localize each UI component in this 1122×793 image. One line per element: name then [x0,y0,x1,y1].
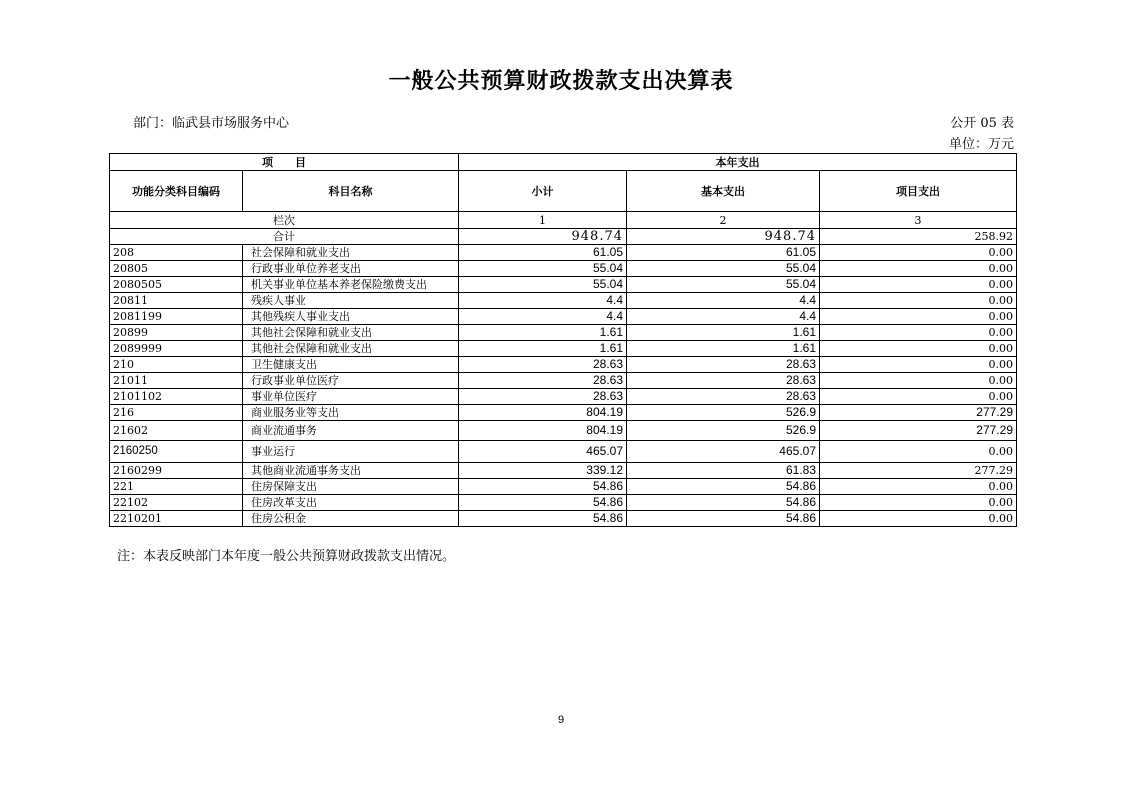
row-project: 0.00 [820,389,1017,405]
table-row [110,421,1017,441]
row-basic: 526.9 [627,421,820,441]
col-1: 1 [459,212,627,229]
row-subtotal: 54.86 [459,479,627,495]
row-code: 2210201 [110,511,243,527]
table-row [110,293,1017,309]
row-code: 2160299 [110,463,243,479]
row-name: 行政事业单位医疗 [243,373,459,389]
row-project: 0.00 [820,495,1017,511]
row-project: 277.29 [820,405,1017,421]
row-subtotal: 28.63 [459,373,627,389]
row-subtotal: 28.63 [459,357,627,373]
table-row [110,373,1017,389]
data-rows [110,245,1017,527]
table-row [110,341,1017,357]
table-row [110,441,1017,463]
row-name: 商业流通事务 [243,421,459,441]
table-row [110,325,1017,341]
row-basic: 4.4 [627,293,820,309]
row-subtotal: 1.61 [459,341,627,357]
row-subtotal: 55.04 [459,277,627,293]
row-subtotal: 54.86 [459,495,627,511]
row-code: 20899 [110,325,243,341]
row-name: 机关事业单位基本养老保险缴费支出 [243,277,459,293]
row-basic: 1.61 [627,325,820,341]
row-subtotal: 804.19 [459,405,627,421]
row-project: 0.00 [820,293,1017,309]
row-name: 住房公积金 [243,511,459,527]
row-project: 0.00 [820,261,1017,277]
row-subtotal: 465.07 [459,441,627,463]
table-row [110,245,1017,261]
row-project: 0.00 [820,441,1017,463]
row-basic: 28.63 [627,373,820,389]
total-subtotal: 948.74 [459,229,627,245]
table-row [110,405,1017,421]
row-code: 2080505 [110,277,243,293]
row-basic: 1.61 [627,341,820,357]
col-3: 3 [820,212,1017,229]
row-subtotal: 61.05 [459,245,627,261]
row-code: 2089999 [110,341,243,357]
row-code: 21602 [110,421,243,441]
col-label: 栏次 [110,212,459,229]
row-basic: 55.04 [627,277,820,293]
header-current-year: 本年支出 [459,154,1017,171]
row-name: 残疾人事业 [243,293,459,309]
header-subtotal: 小计 [459,171,627,212]
page-title: 一般公共预算财政拨款支出决算表 [388,68,734,94]
row-name: 卫生健康支出 [243,357,459,373]
row-subtotal: 804.19 [459,421,627,441]
row-name: 住房改革支出 [243,495,459,511]
table-row [110,495,1017,511]
unit-label: 单位：万元 [948,137,1014,152]
row-name: 其他残疾人事业支出 [243,309,459,325]
row-basic: 4.4 [627,309,820,325]
row-project: 0.00 [820,511,1017,527]
row-name: 商业服务业等支出 [243,405,459,421]
table-row [110,463,1017,479]
footnote: 注：本表反映部门本年度一般公共预算财政拨款支出情况。 [117,549,456,564]
department-label: 部门：临武县市场服务中心 [133,116,290,131]
row-subtotal: 4.4 [459,309,627,325]
row-code: 2160250 [110,441,243,463]
row-code: 22102 [110,495,243,511]
row-code: 20811 [110,293,243,309]
form-number: 公开 05 表 [950,116,1014,131]
header-name: 科目名称 [243,171,459,212]
row-name: 其他社会保障和就业支出 [243,325,459,341]
header-basic: 基本支出 [627,171,820,212]
expenditure-table [109,153,1017,527]
header-code: 功能分类科目编码 [110,171,243,212]
table-row [110,309,1017,325]
row-project: 0.00 [820,373,1017,389]
row-subtotal: 28.63 [459,389,627,405]
table-row [110,479,1017,495]
row-subtotal: 55.04 [459,261,627,277]
row-name: 住房保障支出 [243,479,459,495]
header-row-1 [110,154,1017,171]
row-project: 0.00 [820,357,1017,373]
table-row [110,277,1017,293]
row-project: 0.00 [820,245,1017,261]
row-project: 0.00 [820,309,1017,325]
row-subtotal: 54.86 [459,511,627,527]
row-project: 0.00 [820,325,1017,341]
row-subtotal: 339.12 [459,463,627,479]
row-basic: 55.04 [627,261,820,277]
table-row [110,357,1017,373]
row-basic: 61.83 [627,463,820,479]
row-project: 277.29 [820,463,1017,479]
total-label: 合计 [110,229,459,245]
row-name: 其他商业流通事务支出 [243,463,459,479]
row-code: 2081199 [110,309,243,325]
row-subtotal: 4.4 [459,293,627,309]
table-row [110,261,1017,277]
row-project: 0.00 [820,479,1017,495]
row-basic: 54.86 [627,495,820,511]
row-code: 210 [110,357,243,373]
row-basic: 28.63 [627,389,820,405]
row-basic: 465.07 [627,441,820,463]
row-project: 0.00 [820,341,1017,357]
row-name: 事业运行 [243,441,459,463]
column-index-row [110,212,1017,229]
total-project: 258.92 [820,229,1017,245]
row-name: 事业单位医疗 [243,389,459,405]
row-basic: 526.9 [627,405,820,421]
page-number: 9 [557,714,565,726]
header-row-2 [110,171,1017,212]
col-2: 2 [627,212,820,229]
row-code: 208 [110,245,243,261]
total-basic: 948.74 [627,229,820,245]
row-code: 2101102 [110,389,243,405]
row-code: 20805 [110,261,243,277]
row-name: 其他社会保障和就业支出 [243,341,459,357]
row-basic: 54.86 [627,511,820,527]
total-row [110,229,1017,245]
row-basic: 61.05 [627,245,820,261]
table-row [110,389,1017,405]
header-project: 项 目 [110,154,459,171]
row-project: 277.29 [820,421,1017,441]
row-code: 221 [110,479,243,495]
row-code: 216 [110,405,243,421]
row-name: 社会保障和就业支出 [243,245,459,261]
row-code: 21011 [110,373,243,389]
row-basic: 54.86 [627,479,820,495]
row-name: 行政事业单位养老支出 [243,261,459,277]
table-row [110,511,1017,527]
row-subtotal: 1.61 [459,325,627,341]
row-project: 0.00 [820,277,1017,293]
header-project-exp: 项目支出 [820,171,1017,212]
row-basic: 28.63 [627,357,820,373]
